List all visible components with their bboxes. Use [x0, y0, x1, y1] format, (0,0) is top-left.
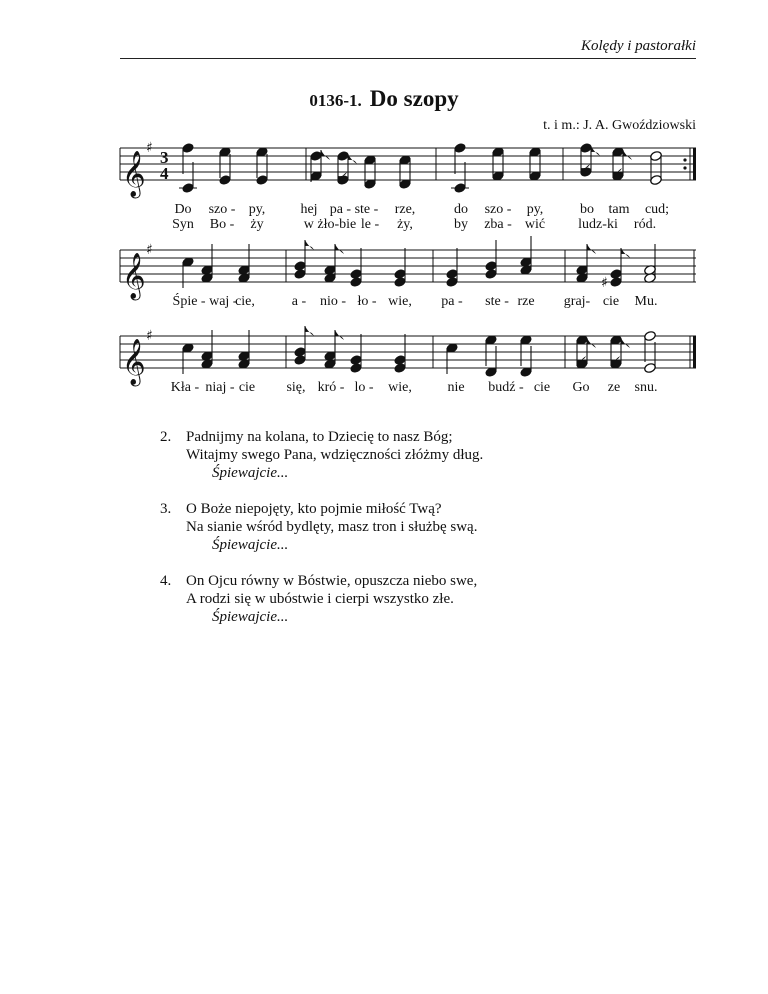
- quarter-note: [446, 248, 459, 288]
- lyric-syllable: Syn: [172, 217, 194, 232]
- verse-refrain: Śpiewajcie...: [212, 609, 289, 625]
- lyric-syllable: pa -: [441, 294, 463, 309]
- lyric-syllable: Kła -: [170, 380, 200, 395]
- lyric-syllable: py,: [248, 202, 266, 217]
- verse-line: Witajmy swego Pana, wdzięczności złóżmy dług.: [186, 447, 484, 463]
- quarter-note: [601, 248, 630, 291]
- lyric-syllable: ludz-ki: [578, 217, 618, 232]
- quarter-note: [179, 142, 197, 193]
- quarter-note: [350, 248, 363, 288]
- verse-line: O Boże niepojęty, kto pojmie miłość Twą?: [186, 501, 442, 517]
- lyric-syllable: le -: [360, 217, 380, 232]
- lyric-syllable: bo: [580, 202, 594, 217]
- lyric-syllable: budź -: [488, 380, 524, 395]
- quarter-note: [451, 142, 469, 193]
- verses: [160, 428, 483, 644]
- song-title: Do szopy: [369, 86, 459, 111]
- lyric-syllable: wić: [524, 217, 546, 232]
- quarter-note: [310, 150, 330, 182]
- staff-system: [120, 140, 696, 232]
- treble-clef: 𝄞: [122, 339, 146, 385]
- lyric-syllable: Śpie - waj -: [172, 294, 238, 309]
- time-signature-bottom: 4: [160, 164, 169, 183]
- lyric-syllable: by: [454, 217, 468, 232]
- quarter-note: [394, 248, 407, 288]
- eighth-flag: [335, 244, 344, 254]
- lyric-syllable: snu.: [634, 380, 658, 395]
- lyric-syllable: cie: [602, 294, 620, 309]
- lyric-syllable: ze: [607, 380, 621, 395]
- lyric-syllable: ży: [250, 217, 264, 232]
- final-barline-thick: [693, 148, 696, 180]
- verse-refrain: Śpiewajcie...: [212, 537, 289, 553]
- quarter-note: [485, 240, 498, 280]
- half-note: [650, 150, 663, 185]
- quarter-note: [520, 334, 533, 377]
- staff-system: [120, 236, 696, 309]
- lyric-syllable: cie,: [235, 294, 255, 309]
- collection-title: Kolędy i pastorałki: [581, 38, 696, 54]
- quarter-note: [520, 236, 533, 276]
- song-number: 0136-1.: [309, 91, 362, 110]
- eighth-flag: [305, 240, 314, 250]
- eighth-flag: [305, 326, 314, 336]
- lyric-syllable: wie,: [388, 294, 412, 309]
- lyric-syllable: nie: [447, 380, 465, 395]
- verse-refrain: Śpiewajcie...: [212, 465, 289, 481]
- lyric-syllable: szo -: [484, 202, 512, 217]
- treble-clef: 𝄞: [122, 253, 146, 299]
- eighth-flag: [587, 338, 596, 348]
- quarter-note: [182, 342, 195, 374]
- time-signature: [160, 148, 169, 183]
- lyric-syllable: Go: [572, 380, 590, 395]
- lyric-syllable: Do: [174, 202, 192, 217]
- lyric-syllable: szo -: [208, 202, 236, 217]
- verse: [160, 500, 483, 554]
- verse-line: On Ojcu równy w Bóstwie, opuszcza niebo swe,: [186, 573, 478, 589]
- lyric-syllable: ród.: [633, 217, 657, 232]
- quarter-note: [350, 334, 363, 374]
- verse: [160, 572, 483, 626]
- lyric-syllable: w żło-bie: [303, 217, 357, 232]
- treble-clef: 𝄞: [122, 151, 146, 197]
- lyric-syllable: do: [454, 202, 468, 217]
- lyric-syllable: zba -: [484, 217, 512, 232]
- eighth-flag: [623, 150, 632, 160]
- music-score: [0, 0, 768, 420]
- eighth-flag: [335, 330, 344, 340]
- lyric-syllable: cud;: [644, 202, 670, 217]
- key-signature-sharp: ♯: [146, 242, 153, 258]
- lyric-syllable: się,: [286, 380, 306, 395]
- quarter-note: [256, 146, 269, 185]
- quarter-note: [446, 342, 459, 374]
- lyric-syllable: kró -: [317, 380, 345, 395]
- lyric-syllable: py,: [526, 202, 544, 217]
- verse-number: 2.: [160, 429, 172, 445]
- verse-line: A rodzi się w ubóstwie i cierpi wszystko złe.: [186, 591, 454, 607]
- quarter-note: [485, 334, 498, 377]
- repeat-dot: [683, 158, 686, 161]
- lyric-syllable: ży,: [397, 217, 413, 232]
- quarter-note: [394, 334, 407, 374]
- lyric-syllable: ste -: [485, 294, 509, 309]
- key-signature-sharp: ♯: [146, 328, 153, 344]
- lyric-syllable: lo -: [354, 380, 374, 395]
- key-signature-sharp: ♯: [146, 140, 153, 156]
- quarter-note: [182, 256, 195, 288]
- lyric-syllable: rze: [517, 294, 535, 309]
- lyric-syllable: graj-: [563, 294, 591, 309]
- time-signature-top: 3: [160, 148, 169, 167]
- lyric-syllable: wie,: [388, 380, 412, 395]
- lyric-syllable: niaj -: [205, 380, 235, 395]
- lyric-syllable: a -: [291, 294, 307, 309]
- final-barline-thick: [693, 336, 696, 368]
- lyric-syllable: cie: [238, 380, 256, 395]
- lyric-syllable: Mu.: [634, 294, 658, 309]
- lyric-syllable: hej: [300, 202, 318, 217]
- eighth-flag: [621, 338, 630, 348]
- eighth-flag: [321, 150, 330, 160]
- lyric-syllable: Bo -: [209, 217, 235, 232]
- eighth-flag: [587, 244, 596, 254]
- verse-number: 3.: [160, 501, 172, 517]
- repeat-dot: [683, 166, 686, 169]
- verse-line: Padnijmy na kolana, to Dziecię to nasz Bóg;: [186, 429, 453, 445]
- verse: [160, 428, 483, 482]
- sharp-accidental: ♯: [601, 275, 608, 291]
- verse-line: Na sianie wśród bydlęty, masz tron i służbę swą.: [186, 519, 478, 535]
- lyric-syllable: rze,: [394, 202, 416, 217]
- lyric-syllable: ło -: [357, 294, 377, 309]
- staff-system: [120, 326, 696, 395]
- lyric-syllable: pa - ste -: [329, 202, 379, 217]
- lyric-syllable: nio -: [319, 294, 347, 309]
- quarter-note: [219, 146, 232, 185]
- lyric-syllable: cie: [533, 380, 551, 395]
- song-credits: t. i m.: J. A. Gwoździowski: [543, 118, 696, 133]
- verse-number: 4.: [160, 573, 172, 589]
- lyric-syllable: tam: [608, 202, 630, 217]
